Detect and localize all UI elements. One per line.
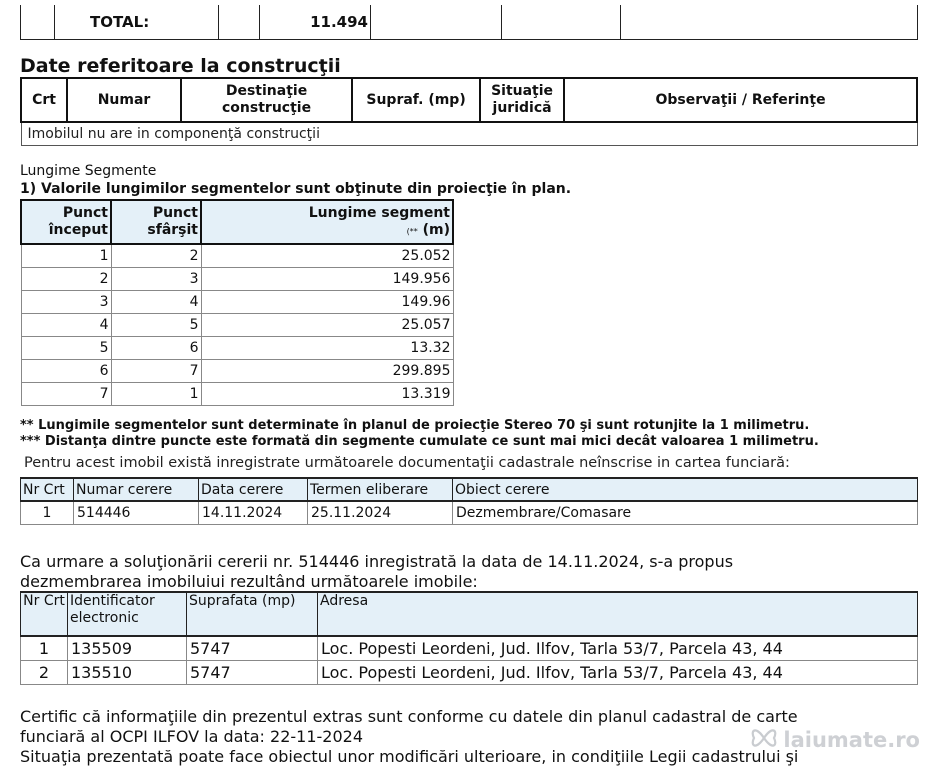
- lungime-sup: (**: [406, 226, 418, 236]
- partition-nr-cell: 1: [21, 636, 68, 661]
- constructions-header-row: [21, 78, 917, 122]
- segment-end-cell: 3: [111, 268, 201, 291]
- segment-end-cell: 1: [111, 383, 201, 406]
- col-crt: Crt: [21, 78, 67, 122]
- segments-note-3: *** Distanţa dintre puncte este formată din segmente cumulate ce sunt mai mici decât valoarea 1 milimetru.: [20, 434, 819, 449]
- table-row: [21, 383, 453, 406]
- constructions-table: [20, 77, 918, 146]
- table-row: [21, 636, 918, 661]
- col-identificator: Identificator electronic: [68, 592, 187, 636]
- segment-length-cell: 13.319: [201, 383, 453, 406]
- certification-line-1: Certific că informaţiile din prezentul extras sunt conforme cu datele din planul cadastral de carte: [20, 707, 798, 726]
- segment-length-cell: 25.052: [201, 244, 453, 268]
- table-row: [21, 314, 453, 337]
- doc-obiect-cell: Dezmembrare/Comasare: [453, 501, 918, 525]
- table-row: [21, 337, 453, 360]
- partition-supr-cell: 5747: [187, 636, 318, 661]
- segment-length-cell: 149.956: [201, 268, 453, 291]
- total-empty-cell: [502, 5, 621, 40]
- segment-start-cell: 5: [21, 337, 111, 360]
- total-empty-cell: [21, 5, 55, 40]
- doc-numar-cell: 514446: [74, 501, 199, 525]
- segment-start-cell: 4: [21, 314, 111, 337]
- total-empty-cell: [219, 5, 260, 40]
- col-numar-cerere: Numar cerere: [74, 478, 199, 501]
- total-empty-cell: [621, 5, 918, 40]
- segment-length-cell: 299.895: [201, 360, 453, 383]
- segment-start-cell: 3: [21, 291, 111, 314]
- col-lungime-segment: [201, 200, 453, 244]
- total-label: TOTAL:: [55, 5, 219, 40]
- partition-id-cell: 135510: [68, 661, 187, 685]
- constructions-empty-row: [21, 122, 917, 146]
- col-observatii: Observaţii / Referinţe: [564, 78, 917, 122]
- certification-line-2: funciară al OCPI ILFOV la data: 22-11-2024: [20, 727, 363, 746]
- constructions-empty-message: Imobilul nu are in componenţă construcţii: [21, 122, 917, 146]
- table-row: [21, 291, 453, 314]
- segments-note-2: ** Lungimile segmentelor sunt determinate în planul de proiecţie Stereo 70 şi sunt rotunjite la 1 milimetru.: [20, 418, 810, 433]
- segment-length-cell: 25.057: [201, 314, 453, 337]
- col-data-cerere: Data cerere: [199, 478, 308, 501]
- partition-supr-cell: 5747: [187, 661, 318, 685]
- lungime-unit: (m): [422, 221, 450, 238]
- documentation-table: [20, 477, 918, 525]
- lungime-segment-unit: [202, 222, 450, 240]
- table-row: [21, 268, 453, 291]
- segments-header-row: [21, 200, 453, 244]
- col-supraf: Supraf. (mp): [352, 78, 480, 122]
- col-punct-inceput: [21, 200, 111, 244]
- total-empty-cell: [371, 5, 502, 40]
- col-punct-sfarsit: [111, 200, 201, 244]
- segment-length-cell: 13.32: [201, 337, 453, 360]
- total-table: [20, 5, 918, 40]
- segments-table: [20, 199, 454, 406]
- col-adresa: Adresa: [318, 592, 918, 636]
- certification-line-3: Situaţia prezentată poate face obiectul unor modificări ulterioare, in condiţiile Legii cadastrului şi: [20, 747, 799, 766]
- col-situatie: Situaţie juridică: [480, 78, 564, 122]
- watermark-text: laiumate.ro: [783, 728, 920, 752]
- col-suprafata: Suprafata (mp): [187, 592, 318, 636]
- col-numar: Numar: [67, 78, 181, 122]
- segment-start-cell: 6: [21, 360, 111, 383]
- partition-adresa-cell: Loc. Popesti Leordeni, Jud. Ilfov, Tarla 53/7, Parcela 43, 44: [318, 636, 918, 661]
- documentation-intro: Pentru acest imobil există inregistrate următoarele documentaţii cadastrale neînscrise in cartea funciară:: [24, 455, 790, 471]
- segment-end-cell: 6: [111, 337, 201, 360]
- segment-end-cell: 7: [111, 360, 201, 383]
- punct-sfarsit-label: Punct sfârşit: [147, 205, 198, 238]
- segments-title: Lungime Segmente: [20, 163, 157, 179]
- butterfly-logo-icon: [748, 722, 780, 754]
- partition-line-1: Ca urmare a soluţionării cererii nr. 514446 inregistrată la data de 14.11.2024, s-a propus: [20, 552, 734, 571]
- table-row: [21, 661, 918, 685]
- partition-line-2: dezmembrarea imobiluiui rezultând următoarele imobile:: [20, 572, 478, 591]
- col-termen-eliberare: Termen eliberare: [308, 478, 453, 501]
- segment-start-cell: 2: [21, 268, 111, 291]
- col-destinatie: Destinaţie construcţie: [181, 78, 352, 122]
- segments-note-1: 1) Valorile lungimilor segmentelor sunt obţinute din proiecţie în plan.: [20, 181, 572, 197]
- total-value: 11.494: [260, 5, 371, 40]
- partition-adresa-cell: Loc. Popesti Leordeni, Jud. Ilfov, Tarla 53/7, Parcela 43, 44: [318, 661, 918, 685]
- table-row: [21, 360, 453, 383]
- partition-table: [20, 591, 918, 685]
- constructions-title: Date referitoare la construcţii: [20, 55, 341, 77]
- partition-id-cell: 135509: [68, 636, 187, 661]
- col-nr-crt: Nr Crt: [21, 478, 74, 501]
- col-nr-crt: Nr Crt: [21, 592, 68, 636]
- col-obiect-cerere: Obiect cerere: [453, 478, 918, 501]
- doc-nr-cell: 1: [21, 501, 74, 525]
- doc-termen-cell: 25.11.2024: [308, 501, 453, 525]
- table-row: [21, 501, 918, 525]
- partition-nr-cell: 2: [21, 661, 68, 685]
- punct-inceput-label: Punct început: [48, 205, 108, 238]
- segment-end-cell: 2: [111, 244, 201, 268]
- doc-data-cell: 14.11.2024: [199, 501, 308, 525]
- segment-start-cell: 1: [21, 244, 111, 268]
- segment-start-cell: 7: [21, 383, 111, 406]
- partition-header-row: [21, 592, 918, 636]
- table-row: [21, 244, 453, 268]
- segment-end-cell: 5: [111, 314, 201, 337]
- lungime-segment-label: Lungime segment: [308, 204, 450, 221]
- documentation-header-row: [21, 478, 918, 501]
- segment-end-cell: 4: [111, 291, 201, 314]
- segment-length-cell: 149.96: [201, 291, 453, 314]
